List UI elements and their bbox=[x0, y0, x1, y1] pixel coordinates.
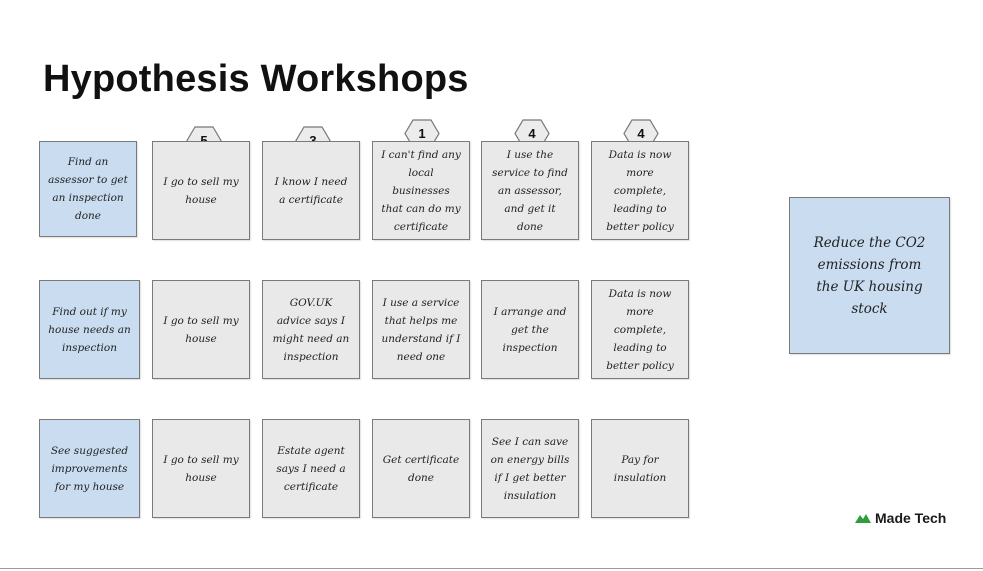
user-need-card: Find out if my house needs an inspection bbox=[39, 280, 140, 379]
vote-count: 4 bbox=[637, 126, 645, 141]
vote-count: 1 bbox=[418, 126, 426, 141]
user-need-card: Find an assessor to get an inspection done bbox=[39, 141, 137, 237]
step-card: I arrange and get the inspection bbox=[481, 280, 579, 379]
step-card: Data is now more complete, leading to better policy bbox=[591, 280, 689, 379]
brand-name: Made Tech bbox=[875, 510, 947, 526]
step-card: Data is now more complete, leading to better policy bbox=[591, 141, 689, 240]
brand-logo bbox=[855, 508, 946, 528]
step-card: I go to sell my house bbox=[152, 141, 250, 240]
goal-card: Reduce the CO2 emissions from the UK housing stock bbox=[789, 197, 950, 354]
vote-count: 4 bbox=[528, 126, 536, 141]
page-title: Hypothesis Workshops bbox=[43, 58, 469, 100]
step-card: I go to sell my house bbox=[152, 280, 250, 379]
step-card: See I can save on energy bills if I get better insulation bbox=[481, 419, 579, 518]
step-card: I use a service that helps me understand if I need one bbox=[372, 280, 470, 379]
step-card: I know I need a certificate bbox=[262, 141, 360, 240]
step-card: GOV.UK advice says I might need an inspection bbox=[262, 280, 360, 379]
step-card: I go to sell my house bbox=[152, 419, 250, 518]
step-card: Estate agent says I need a certificate bbox=[262, 419, 360, 518]
step-card: Pay for insulation bbox=[591, 419, 689, 518]
step-card: Get certificate done bbox=[372, 419, 470, 518]
step-card: I can't find any local businesses that can do my certificate bbox=[372, 141, 470, 240]
mountain-logo-icon bbox=[855, 512, 871, 524]
step-card: I use the service to find an assessor, and get it done bbox=[481, 141, 579, 240]
user-need-card: See suggested improvements for my house bbox=[39, 419, 140, 518]
divider bbox=[0, 568, 983, 569]
